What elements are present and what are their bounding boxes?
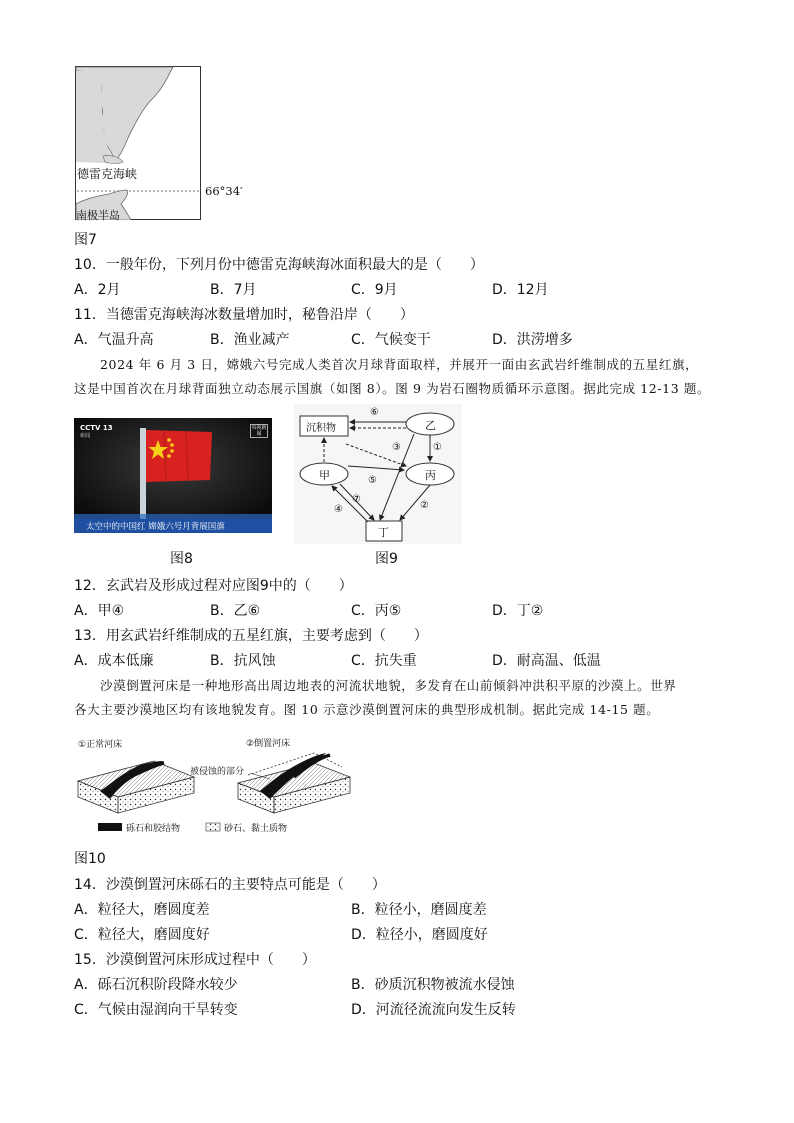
bing-label: 丙 — [425, 469, 436, 482]
legend-sand-swatch — [206, 823, 220, 831]
q15-option-b[interactable]: B．砂质沉积物被流水侵蚀 — [351, 977, 515, 993]
question-12-stem: 12．玄武岩及形成过程对应图9中的（ ） — [74, 578, 353, 594]
figure-9-rock-cycle — [294, 404, 462, 544]
q10-option-c[interactable]: C．9月 — [351, 282, 398, 298]
figure-10-caption: 图10 — [74, 851, 106, 867]
arrow-7-label: ⑦ — [352, 494, 361, 505]
q12-option-b[interactable]: B．乙⑥ — [210, 603, 261, 619]
figure-10-inverted-channel — [74, 733, 354, 837]
arrow-6-label: ⑥ — [370, 407, 379, 418]
eroded-part-label: 被侵蚀的部分 — [190, 767, 245, 777]
q14-option-b[interactable]: B．粒径小，磨圆度差 — [351, 902, 487, 918]
corner-tag: 央视新闻 — [251, 425, 267, 437]
passage-2-line-2: 各大主要沙漠地区均有该地貌发育。图 10 示意沙漠倒置河床的典型形成机制。据此完成 14-15 题。 — [74, 702, 660, 717]
arrow-5-label: ⑤ — [368, 475, 377, 486]
question-13-stem: 13．用玄武岩纤维制成的五星红旗，主要考虑到（ ） — [74, 628, 428, 644]
q14-option-c[interactable]: C．粒径大，磨圆度好 — [74, 927, 210, 943]
figure-8-photo — [74, 418, 272, 533]
figure-7-caption: 图7 — [74, 232, 97, 248]
passage-2-line-1: 沙漠倒置河床是一种地形高出周边地表的河流状地貌，多发育在山前倾斜冲洪积平原的沙漠上。世界 — [100, 678, 677, 693]
arrow-3-label: ③ — [392, 442, 401, 453]
flag-photo-svg — [74, 418, 272, 533]
figure-7-map — [75, 66, 201, 220]
normal-channel-block — [78, 761, 194, 813]
normal-channel-label: ①正常河床 — [78, 740, 123, 750]
q13-option-b[interactable]: B．抗风蚀 — [210, 653, 276, 669]
legend-gravel-label: 砾石和胶结物 — [126, 824, 181, 834]
figure-8-caption: 图8 — [170, 551, 193, 567]
peninsula-label: 南极半岛 — [76, 209, 120, 222]
arrow-2-label: ② — [420, 500, 429, 511]
sediment-label: 沉积物 — [306, 423, 336, 434]
passage-1-line-1: 2024 年 6 月 3 日，嫦娥六号完成人类首次月球背面取样，并展开一面由玄武岩纤维制成的五星红旗， — [100, 357, 699, 372]
yi-label: 乙 — [425, 419, 436, 432]
q14-option-d[interactable]: D．粒径小，磨圆度好 — [351, 927, 488, 943]
q12-option-d[interactable]: D．丁② — [492, 603, 544, 619]
q13-option-a[interactable]: A．成本低廉 — [74, 653, 154, 669]
q15-option-c[interactable]: C．气候由湿润向干旱转变 — [74, 1002, 238, 1018]
q13-option-c[interactable]: C．抗失重 — [351, 653, 417, 669]
news-banner-text: 太空中的中国红 嫦娥六号月背展国旗 — [86, 522, 225, 532]
arrow-1-label: ① — [433, 442, 442, 453]
cctv-logo: CCTV 13 — [80, 424, 113, 432]
figure-9-caption: 图9 — [375, 551, 398, 567]
small-star — [167, 438, 171, 442]
passage-1-line-2: 这是中国首次在月球背面独立动态展示国旗（如图 8）。图 9 为岩石圈物质循环示意图。据此完成 12-13 题。 — [74, 381, 711, 396]
inverted-channel-block — [238, 753, 350, 813]
latitude-label: 66°34′ — [205, 184, 243, 198]
q10-option-d[interactable]: D．12月 — [492, 282, 549, 298]
q15-option-a[interactable]: A．砾石沉积阶段降水较少 — [74, 977, 238, 993]
q14-option-a[interactable]: A．粒径大，磨圆度差 — [74, 902, 210, 918]
question-10-stem: 10．一般年份，下列月份中德雷克海峡海冰面积最大的是（ ） — [74, 257, 484, 273]
ding-label: 丁 — [378, 526, 389, 539]
drake-passage-label: 德雷克海峡 — [77, 167, 138, 181]
q11-option-d[interactable]: D．洪涝增多 — [492, 332, 573, 348]
flag-pole — [140, 428, 146, 523]
map-svg — [75, 66, 201, 220]
q10-option-b[interactable]: B．7月 — [210, 282, 257, 298]
q12-option-a[interactable]: A．甲④ — [74, 603, 125, 619]
q11-option-a[interactable]: A．气温升高 — [74, 332, 154, 348]
inverted-channel-label: ②倒置河床 — [246, 739, 291, 749]
q13-option-d[interactable]: D．耐高温、低温 — [492, 653, 601, 669]
jia-label: 甲 — [319, 469, 330, 482]
arrow-4-label: ④ — [334, 504, 343, 515]
question-15-stem: 15．沙漠倒置河床形成过程中（ ） — [74, 952, 316, 968]
q12-option-c[interactable]: C．丙⑤ — [351, 603, 402, 619]
question-11-stem: 11．当德雷克海峡海冰数量增加时，秘鲁沿岸（ ） — [74, 307, 414, 323]
legend-sand-label: 砂石、黏土质物 — [224, 824, 288, 834]
question-14-stem: 14．沙漠倒置河床砾石的主要特点可能是（ ） — [74, 877, 386, 893]
cctv-logo-sub: 新闻 — [80, 433, 91, 439]
q11-option-b[interactable]: B．渔业减产 — [210, 332, 290, 348]
legend-gravel-swatch — [98, 823, 122, 831]
q15-option-d[interactable]: D．河流径流流向发生反转 — [351, 1002, 516, 1018]
q11-option-c[interactable]: C．气候变干 — [351, 332, 431, 348]
q10-option-a[interactable]: A．2月 — [74, 282, 121, 298]
